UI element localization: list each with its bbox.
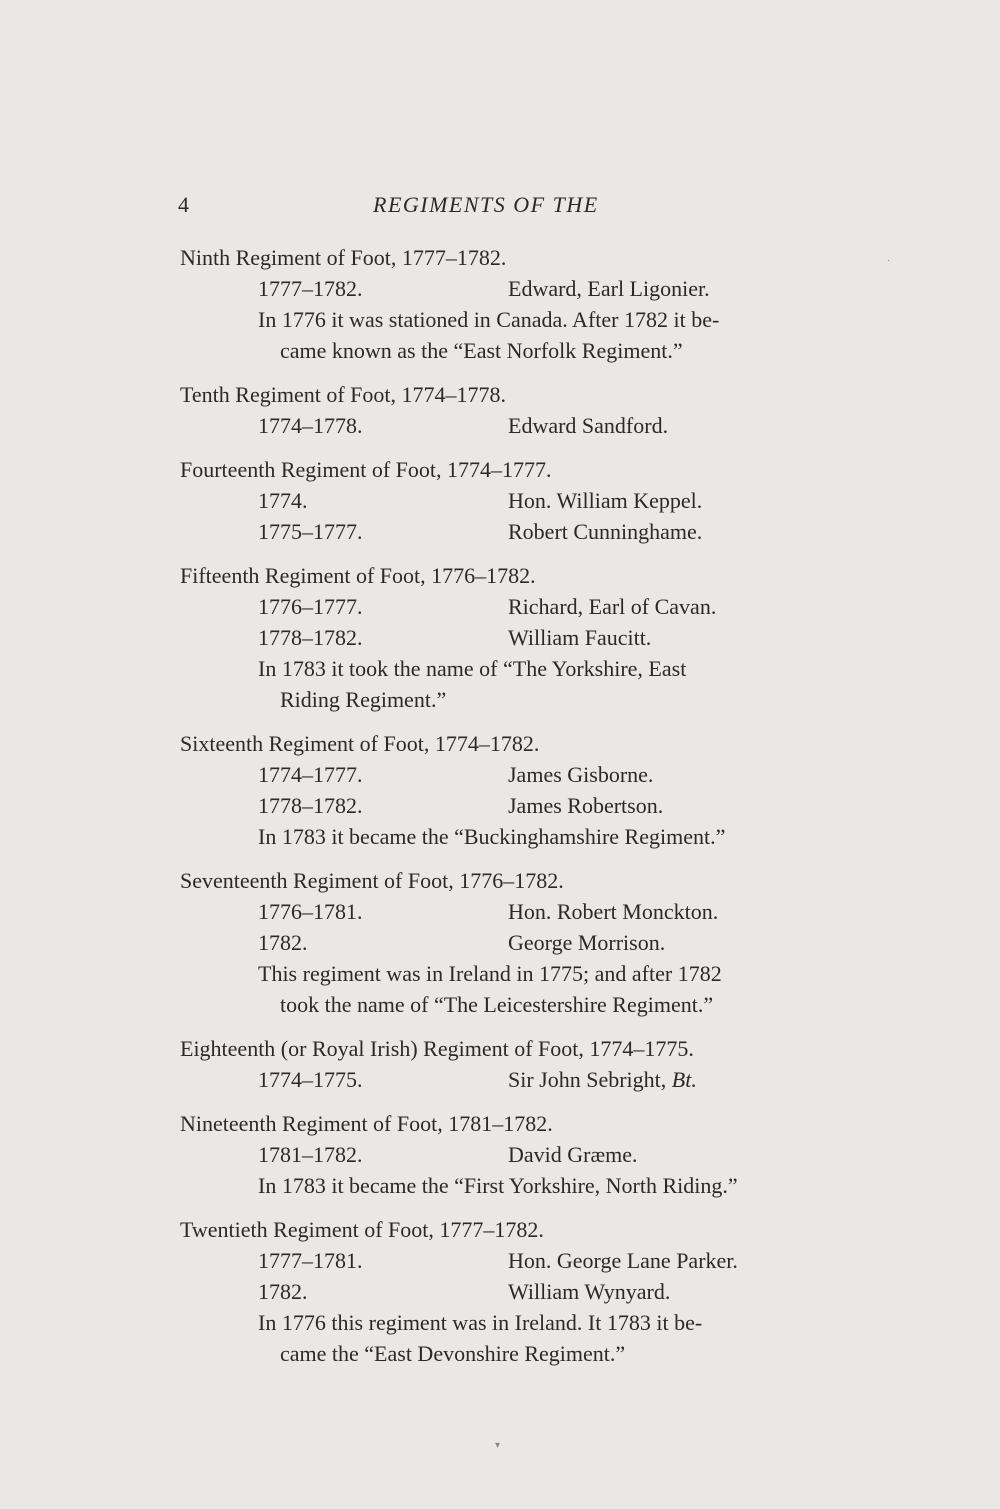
colonel-name: David Græme. [508, 1142, 638, 1167]
entry-years: 1775–1777. [258, 519, 363, 544]
entry-years: 1782. [258, 930, 308, 955]
regiment-heading: Seventeenth Regiment of Foot, 1776–1782. [180, 868, 564, 893]
note-line: came the “East Devonshire Regiment.” [280, 1341, 626, 1366]
entry-colonel [508, 790, 663, 821]
colonel-name: Hon. Robert Monckton. [508, 899, 719, 924]
regiment-heading: Fourteenth Regiment of Foot, 1774–1777. [180, 457, 552, 482]
entry-years: 1774–1777. [258, 762, 363, 787]
entry-colonel [508, 759, 653, 790]
note-line: came known as the “East Norfolk Regiment.” [280, 338, 683, 363]
entry-colonel [508, 516, 702, 547]
entry-colonel [508, 622, 651, 653]
colonel-entry [180, 273, 845, 304]
regiment-list [180, 242, 845, 1382]
regiment-block [180, 1033, 845, 1095]
regiment-note [258, 821, 845, 852]
entry-years: 1781–1782. [258, 1142, 363, 1167]
regiment-note [258, 1170, 845, 1201]
colonel-name: William Wynyard. [508, 1279, 671, 1304]
regiment-note [258, 958, 845, 1020]
entry-years: 1777–1782. [258, 276, 363, 301]
colonel-name: Hon. George Lane Parker. [508, 1248, 738, 1273]
entry-colonel [508, 1245, 738, 1276]
regiment-block [180, 1214, 845, 1369]
running-head [178, 192, 843, 224]
entry-years: 1774–1775. [258, 1067, 363, 1092]
colonel-entry [180, 1276, 845, 1307]
colonel-name: George Morrison. [508, 930, 666, 955]
regiment-note [258, 653, 845, 715]
note-line: In 1776 this regiment was in Ireland. It 1783 it be- [258, 1310, 703, 1335]
colonel-suffix: Bt. [671, 1067, 697, 1092]
regiment-block [180, 242, 845, 366]
entry-colonel [508, 1276, 670, 1307]
speck-mark: · [887, 256, 891, 267]
colonel-name: Edward, Earl Ligonier. [508, 276, 710, 301]
entry-colonel [508, 591, 716, 622]
colonel-name: James Gisborne. [508, 762, 654, 787]
colonel-name: Edward Sandford. [508, 413, 669, 438]
entry-years: 1776–1781. [258, 899, 363, 924]
regiment-note [258, 1307, 845, 1369]
regiment-block [180, 728, 845, 852]
entry-years: 1778–1782. [258, 625, 363, 650]
colonel-entry [180, 1064, 845, 1095]
colonel-entry [180, 591, 845, 622]
regiment-block [180, 865, 845, 1020]
colonel-entry [180, 896, 845, 927]
note-line: took the name of “The Leicestershire Regiment.” [280, 992, 714, 1017]
entry-colonel [508, 1064, 697, 1095]
colonel-entry [180, 622, 845, 653]
regiment-heading: Tenth Regiment of Foot, 1774–1778. [180, 382, 506, 407]
note-line: Riding Regiment.” [280, 687, 447, 712]
colonel-entry [180, 759, 845, 790]
entry-colonel [508, 1139, 638, 1170]
regiment-heading: Fifteenth Regiment of Foot, 1776–1782. [180, 563, 536, 588]
entry-colonel [508, 273, 710, 304]
regiment-note [258, 304, 845, 366]
colonel-entry [180, 516, 845, 547]
entry-colonel [508, 410, 668, 441]
regiment-heading: Twentieth Regiment of Foot, 1777–1782. [180, 1217, 544, 1242]
note-line: In 1783 it became the “Buckinghamshire Regiment.” [258, 824, 726, 849]
note-line: This regiment was in Ireland in 1775; and after 1782 [258, 961, 722, 986]
colonel-name: Robert Cunninghame. [508, 519, 703, 544]
colonel-entry [180, 1139, 845, 1170]
colonel-name: Richard, Earl of Cavan. [508, 594, 717, 619]
regiment-heading: Nineteenth Regiment of Foot, 1781–1782. [180, 1111, 553, 1136]
regiment-block [180, 560, 845, 715]
entry-colonel [508, 485, 702, 516]
regiment-heading: Eighteenth (or Royal Irish) Regiment of Foot, 1774–1775. [180, 1036, 694, 1061]
colonel-entry [180, 1245, 845, 1276]
entry-years: 1777–1781. [258, 1248, 363, 1273]
regiment-block [180, 454, 845, 547]
entry-years: 1782. [258, 1279, 308, 1304]
note-line: In 1783 it took the name of “The Yorkshire, East [258, 656, 687, 681]
regiment-block [180, 379, 845, 441]
colonel-name: Hon. William Keppel. [508, 488, 703, 513]
entry-years: 1776–1777. [258, 594, 363, 619]
entry-years: 1774–1778. [258, 413, 363, 438]
colonel-name: Sir John Sebright, [508, 1067, 667, 1092]
colonel-entry [180, 790, 845, 821]
colonel-name: James Robertson. [508, 793, 664, 818]
colonel-name: William Faucitt. [508, 625, 652, 650]
regiment-block [180, 1108, 845, 1201]
colonel-entry [180, 927, 845, 958]
colonel-entry [180, 410, 845, 441]
page-number: 4 [178, 192, 189, 217]
entry-years: 1778–1782. [258, 793, 363, 818]
note-line: In 1776 it was stationed in Canada. After 1782 it be- [258, 307, 720, 332]
entry-colonel [508, 927, 665, 958]
regiment-heading: Sixteenth Regiment of Foot, 1774–1782. [180, 731, 540, 756]
regiment-heading: Ninth Regiment of Foot, 1777–1782. [180, 245, 507, 270]
entry-colonel [508, 896, 718, 927]
entry-years: 1774. [258, 488, 308, 513]
colonel-entry [180, 485, 845, 516]
note-line: In 1783 it became the “First Yorkshire, North Riding.” [258, 1173, 738, 1198]
speck-mark: ▾ [495, 1440, 501, 1451]
running-title: REGIMENTS OF THE [373, 192, 599, 217]
